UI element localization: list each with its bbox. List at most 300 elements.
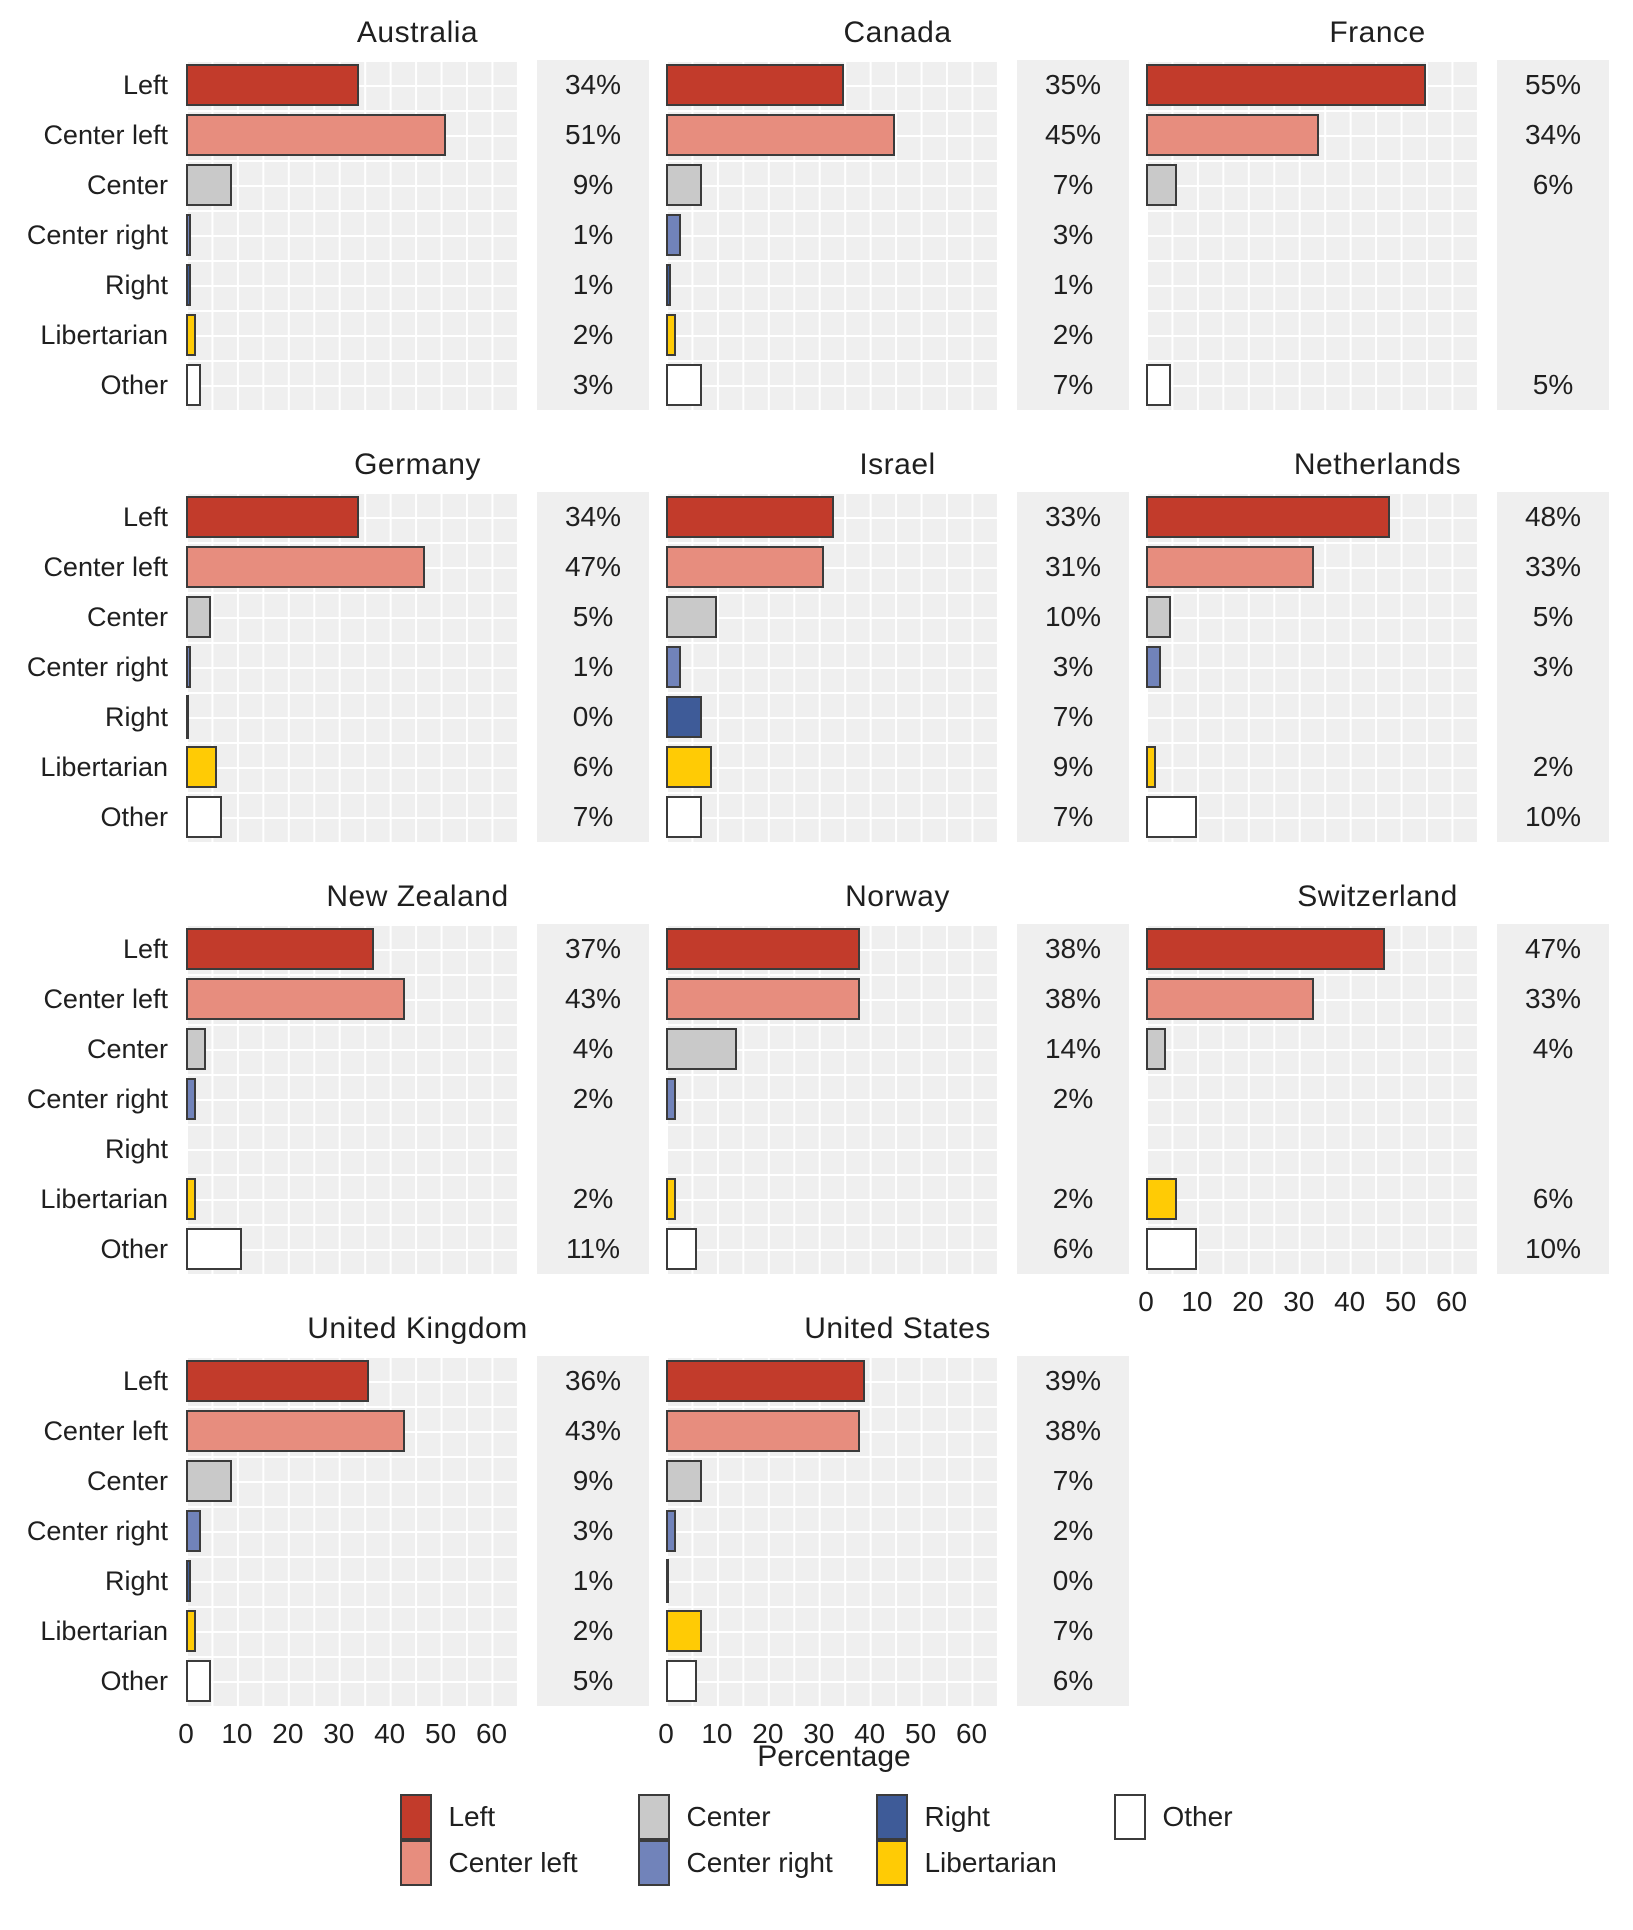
bar-row	[1146, 692, 1477, 742]
gutter-spacer	[6, 438, 186, 492]
facet-united-states	[658, 1302, 1129, 1749]
bar-left	[186, 928, 374, 970]
x-tick: 30	[1283, 1286, 1315, 1317]
value-label: 7%	[1052, 801, 1094, 832]
bar-center	[1146, 164, 1177, 206]
bar-center-right	[186, 1510, 201, 1552]
value-label: 11%	[566, 1233, 620, 1264]
bar-left	[186, 64, 359, 106]
x-tick: 40	[854, 1718, 886, 1749]
x-tick: 0	[1138, 1286, 1154, 1317]
value-label: 7%	[1052, 1615, 1094, 1646]
bar-row	[186, 1356, 517, 1406]
plot-area-united-kingdom	[178, 1356, 517, 1749]
bar-other	[186, 796, 222, 838]
value-label: 2%	[572, 1615, 614, 1646]
category-label-center-right: Center right	[26, 1083, 168, 1114]
legend-item-center-left	[400, 1840, 638, 1886]
value-label: 2%	[1532, 751, 1574, 782]
category-label-center-left: Center left	[43, 1415, 168, 1446]
facet-row	[6, 1302, 1633, 1749]
value-label: 7%	[1052, 369, 1094, 400]
bar-row	[186, 210, 517, 260]
bar-row	[666, 974, 997, 1024]
bar-center-left	[186, 978, 405, 1020]
bar-other	[666, 364, 702, 406]
value-labels-netherlands	[1497, 492, 1609, 842]
bar-center-right	[666, 1078, 676, 1120]
bar-row	[666, 110, 997, 160]
facet-title-israel: Israel	[859, 448, 936, 481]
bar-center-left	[1146, 546, 1314, 588]
bar-center-left	[1146, 978, 1314, 1020]
value-label: 1%	[572, 269, 614, 300]
x-axis-title-row	[0, 1740, 1633, 1782]
bar-row	[186, 1174, 517, 1224]
value-label: 6%	[572, 751, 614, 782]
category-label-center: Center	[86, 169, 168, 200]
bar-row	[1146, 492, 1477, 542]
facet-switzerland	[1138, 870, 1609, 1317]
category-label-left: Left	[122, 1365, 168, 1396]
bar-row	[186, 1406, 517, 1456]
bar-center-right	[666, 646, 681, 688]
bar-center-left	[666, 114, 895, 156]
x-tick: 40	[374, 1718, 406, 1749]
bar-row	[186, 924, 517, 974]
category-axis-labels	[6, 1302, 186, 1706]
bar-row	[666, 310, 997, 360]
bar-left	[1146, 64, 1426, 106]
x-tick: 20	[272, 1718, 304, 1749]
bar-libertarian	[666, 1610, 702, 1652]
bar-center-right	[186, 214, 191, 256]
x-axis-ticks	[1138, 1286, 1477, 1326]
gutter-spacer	[6, 6, 186, 60]
value-label: 7%	[572, 801, 614, 832]
facet-row	[6, 870, 1633, 1317]
bar-row	[186, 110, 517, 160]
legend-label: Center left	[448, 1847, 578, 1878]
legend-swatch-right	[876, 1794, 908, 1840]
bar-left	[1146, 928, 1385, 970]
value-labels-germany	[537, 492, 649, 842]
value-label: 4%	[572, 1033, 614, 1064]
bar-libertarian	[186, 314, 196, 356]
x-tick: 0	[658, 1718, 674, 1749]
bar-row	[186, 60, 517, 110]
bar-right	[666, 1559, 669, 1603]
legend-item-center	[638, 1794, 876, 1840]
legend-label: Left	[448, 1801, 496, 1832]
value-label: 1%	[572, 1565, 614, 1596]
value-label: 2%	[572, 1183, 614, 1214]
bar-center	[186, 1460, 232, 1502]
plot-area-australia	[186, 60, 517, 410]
facet-israel	[666, 438, 1129, 842]
bar-libertarian	[666, 314, 676, 356]
x-tick: 60	[955, 1718, 988, 1749]
facet-title-norway: Norway	[845, 880, 950, 913]
facet-title-canada: Canada	[843, 16, 952, 49]
value-label: 34%	[1524, 119, 1582, 150]
x-tick: 60	[475, 1718, 508, 1749]
bar-center-left	[186, 114, 446, 156]
bar-right	[186, 264, 191, 306]
bar-row	[1146, 592, 1477, 642]
legend-item-center-right	[638, 1840, 876, 1886]
bar-left	[666, 1360, 865, 1402]
facet-norway	[666, 870, 1129, 1274]
value-label: 7%	[1052, 169, 1094, 200]
facet-canada	[666, 6, 1129, 410]
value-labels-france	[1497, 60, 1609, 410]
value-label	[1497, 692, 1609, 742]
legend-label: Libertarian	[924, 1847, 1057, 1878]
value-label: 34%	[564, 501, 622, 532]
bar-row	[666, 742, 997, 792]
bar-row	[666, 1556, 997, 1606]
value-label: 33%	[1524, 551, 1582, 582]
category-label-center-left: Center left	[43, 551, 168, 582]
bar-row	[1146, 924, 1477, 974]
bar-row	[186, 310, 517, 360]
category-label-other: Other	[100, 1233, 168, 1264]
facet-row	[6, 6, 1633, 410]
legend-swatch-libertarian	[876, 1840, 908, 1886]
bar-row	[186, 742, 517, 792]
plot-area-france	[1146, 60, 1477, 410]
legend-item-other	[1114, 1794, 1232, 1840]
bar-center	[1146, 1028, 1166, 1070]
value-label: 39%	[1044, 1365, 1102, 1396]
legend-swatch-center	[638, 1794, 670, 1840]
value-labels-norway	[1017, 924, 1129, 1274]
plot-area-canada	[666, 60, 997, 410]
facet-title-united-kingdom: United Kingdom	[307, 1312, 528, 1345]
bar-row	[666, 492, 997, 542]
facet-title-germany: Germany	[354, 448, 481, 481]
facet-australia	[186, 6, 649, 410]
facet-empty	[1146, 1302, 1609, 1706]
bar-center	[666, 1460, 702, 1502]
bar-row	[666, 60, 997, 110]
value-label: 5%	[1532, 601, 1574, 632]
value-label: 51%	[564, 119, 622, 150]
bar-row	[666, 924, 997, 974]
facet-row	[6, 438, 1633, 842]
legend-swatch-left	[400, 1794, 432, 1840]
bar-row	[1146, 1024, 1477, 1074]
value-label: 1%	[1052, 269, 1094, 300]
bar-row	[186, 1224, 517, 1274]
value-label: 6%	[1052, 1233, 1094, 1264]
bar-row	[666, 592, 997, 642]
bar-row	[186, 1606, 517, 1656]
value-label: 6%	[1532, 1183, 1574, 1214]
value-label: 4%	[1532, 1033, 1574, 1064]
x-tick: 50	[905, 1718, 937, 1749]
bar-libertarian	[666, 1178, 676, 1220]
legend-label: Right	[924, 1801, 990, 1832]
bar-row	[186, 160, 517, 210]
legend-column	[638, 1794, 876, 1886]
bar-row	[666, 1174, 997, 1224]
value-label: 2%	[572, 319, 614, 350]
value-label: 0%	[572, 701, 614, 732]
bar-row	[186, 1124, 517, 1174]
bar-row	[1146, 110, 1477, 160]
value-label: 38%	[1044, 983, 1102, 1014]
value-label: 3%	[572, 1515, 614, 1546]
legend-column	[400, 1794, 638, 1886]
value-label: 6%	[1052, 1665, 1094, 1696]
value-label	[1497, 260, 1609, 310]
value-label: 10%	[1524, 1233, 1582, 1264]
bar-row	[666, 1406, 997, 1456]
bar-row	[1146, 1124, 1477, 1174]
bar-row	[1146, 1224, 1477, 1274]
facet-france	[1146, 6, 1609, 410]
facet-title-new-zealand: New Zealand	[326, 880, 509, 913]
value-label: 1%	[572, 219, 614, 250]
facet-title-netherlands: Netherlands	[1293, 448, 1462, 481]
bar-left	[666, 496, 834, 538]
bar-center	[186, 1028, 206, 1070]
bar-left	[1146, 496, 1390, 538]
x-tick: 20	[752, 1718, 784, 1749]
category-label-center-right: Center right	[26, 1515, 168, 1546]
bar-row	[186, 974, 517, 1024]
category-label-left: Left	[122, 69, 168, 100]
bar-center-left	[666, 978, 860, 1020]
legend-item-right	[876, 1794, 1114, 1840]
x-tick: 50	[1385, 1286, 1417, 1317]
legend-item-libertarian	[876, 1840, 1114, 1886]
value-label: 3%	[1052, 219, 1094, 250]
value-label: 6%	[1532, 169, 1574, 200]
value-label: 55%	[1524, 69, 1582, 100]
value-label: 43%	[564, 983, 622, 1014]
facet-new-zealand	[186, 870, 649, 1274]
bar-libertarian	[186, 746, 217, 788]
value-label: 9%	[1052, 751, 1094, 782]
value-label: 38%	[1044, 933, 1102, 964]
facet-united-kingdom	[178, 1302, 649, 1749]
bar-center-left	[186, 1410, 405, 1452]
category-axis-labels	[6, 870, 186, 1274]
gutter-spacer	[6, 870, 186, 924]
bar-row	[186, 1506, 517, 1556]
bar-other	[666, 796, 702, 838]
bar-row	[186, 592, 517, 642]
value-label: 2%	[1052, 319, 1094, 350]
value-labels-new-zealand	[537, 924, 649, 1274]
x-tick: 40	[1334, 1286, 1366, 1317]
facet-title-united-states: United States	[804, 1312, 991, 1345]
bar-row	[1146, 210, 1477, 260]
plot-area-germany	[186, 492, 517, 842]
bar-row	[666, 260, 997, 310]
bar-row	[666, 1506, 997, 1556]
value-label: 3%	[1052, 651, 1094, 682]
bar-right	[186, 695, 189, 739]
bar-row	[1146, 310, 1477, 360]
value-label: 31%	[1044, 551, 1102, 582]
value-label: 47%	[1524, 933, 1582, 964]
category-label-libertarian: Libertarian	[40, 1183, 168, 1214]
category-label-right: Right	[104, 1565, 168, 1596]
value-label: 2%	[572, 1083, 614, 1114]
legend	[0, 1794, 1633, 1886]
bar-libertarian	[186, 1178, 196, 1220]
bar-other	[1146, 1228, 1197, 1270]
bar-row	[666, 1024, 997, 1074]
value-label: 33%	[1524, 983, 1582, 1014]
bar-libertarian	[1146, 746, 1156, 788]
legend-column	[876, 1794, 1114, 1886]
category-label-libertarian: Libertarian	[40, 319, 168, 350]
legend-label: Center	[686, 1801, 771, 1832]
bar-libertarian	[186, 1610, 196, 1652]
category-label-libertarian: Libertarian	[40, 1615, 168, 1646]
category-label-other: Other	[100, 1665, 168, 1696]
bar-row	[666, 1124, 997, 1174]
value-label: 10%	[1044, 601, 1102, 632]
category-axis-labels	[6, 438, 186, 842]
bar-row	[1146, 792, 1477, 842]
value-labels-united-kingdom	[537, 1356, 649, 1706]
value-label: 33%	[1044, 501, 1102, 532]
plot-area-switzerland	[1138, 924, 1477, 1317]
bar-center-right	[186, 646, 191, 688]
value-label: 5%	[572, 1665, 614, 1696]
legend-item-left	[400, 1794, 638, 1840]
bar-row	[1146, 260, 1477, 310]
bar-right	[186, 1560, 191, 1602]
bar-other	[186, 364, 201, 406]
bar-row	[666, 1074, 997, 1124]
plot-area-netherlands	[1146, 492, 1477, 842]
value-label: 3%	[1532, 651, 1574, 682]
bar-row	[1146, 60, 1477, 110]
bar-center-left	[666, 546, 824, 588]
bar-row	[666, 1356, 997, 1406]
value-label: 47%	[564, 551, 622, 582]
legend-label: Other	[1162, 1801, 1233, 1832]
x-tick: 10	[701, 1718, 733, 1749]
legend-column	[1114, 1794, 1232, 1886]
bar-left	[186, 496, 359, 538]
plot-area-united-states	[658, 1356, 997, 1749]
bar-center	[666, 596, 717, 638]
value-label: 7%	[1052, 701, 1094, 732]
value-labels-canada	[1017, 60, 1129, 410]
gutter-spacer	[6, 1302, 186, 1356]
bar-row	[666, 542, 997, 592]
value-label: 14%	[1044, 1033, 1102, 1064]
bar-center	[1146, 596, 1171, 638]
bar-center	[186, 164, 232, 206]
value-labels-switzerland	[1497, 924, 1609, 1274]
bar-row	[666, 792, 997, 842]
bar-row	[666, 360, 997, 410]
value-label: 37%	[564, 933, 622, 964]
bar-row	[186, 1656, 517, 1706]
facet-germany	[186, 438, 649, 842]
legend-swatch-center-right	[638, 1840, 670, 1886]
bar-center-right	[186, 1078, 196, 1120]
bar-center-left	[666, 1410, 860, 1452]
x-tick: 0	[178, 1718, 194, 1749]
bar-other	[186, 1228, 242, 1270]
value-label: 48%	[1524, 501, 1582, 532]
value-label: 38%	[1044, 1415, 1102, 1446]
bar-row	[186, 1024, 517, 1074]
value-label: 36%	[564, 1365, 622, 1396]
value-label: 35%	[1044, 69, 1102, 100]
legend-label: Center right	[686, 1847, 833, 1878]
x-tick: 20	[1232, 1286, 1264, 1317]
bar-center-right	[666, 1510, 676, 1552]
value-label: 5%	[1532, 369, 1574, 400]
bar-left	[666, 64, 844, 106]
bar-other	[1146, 364, 1171, 406]
value-label: 9%	[572, 169, 614, 200]
bar-row	[666, 210, 997, 260]
category-label-left: Left	[122, 501, 168, 532]
bar-row	[1146, 1074, 1477, 1124]
category-label-center: Center	[86, 1465, 168, 1496]
value-label: 2%	[1052, 1083, 1094, 1114]
value-label: 10%	[1524, 801, 1582, 832]
bar-row	[186, 492, 517, 542]
bar-row	[186, 542, 517, 592]
bar-row	[1146, 642, 1477, 692]
bar-row	[186, 1556, 517, 1606]
bar-row	[186, 692, 517, 742]
value-labels-australia	[537, 60, 649, 410]
bar-other	[666, 1228, 697, 1270]
category-label-center-left: Center left	[43, 983, 168, 1014]
bar-libertarian	[1146, 1178, 1177, 1220]
facet-netherlands	[1146, 438, 1609, 842]
x-tick: 50	[425, 1718, 457, 1749]
category-label-center-right: Center right	[26, 651, 168, 682]
bar-row	[666, 642, 997, 692]
value-label	[537, 1124, 649, 1174]
bar-row	[666, 1456, 997, 1506]
category-label-right: Right	[104, 269, 168, 300]
bar-right	[666, 264, 671, 306]
bar-row	[186, 360, 517, 410]
facet-title-france: France	[1329, 16, 1426, 49]
bar-center	[666, 164, 702, 206]
bar-other	[666, 1660, 697, 1702]
bar-center-left	[1146, 114, 1319, 156]
bar-row	[666, 1656, 997, 1706]
bar-row	[666, 1606, 997, 1656]
bar-row	[666, 160, 997, 210]
legend-swatch-center-left	[400, 1840, 432, 1886]
value-label	[1497, 210, 1609, 260]
bar-row	[1146, 974, 1477, 1024]
category-label-center-right: Center right	[26, 219, 168, 250]
value-label: 1%	[572, 651, 614, 682]
bar-center-left	[186, 546, 425, 588]
category-label-libertarian: Libertarian	[40, 751, 168, 782]
bar-center-right	[1146, 646, 1161, 688]
